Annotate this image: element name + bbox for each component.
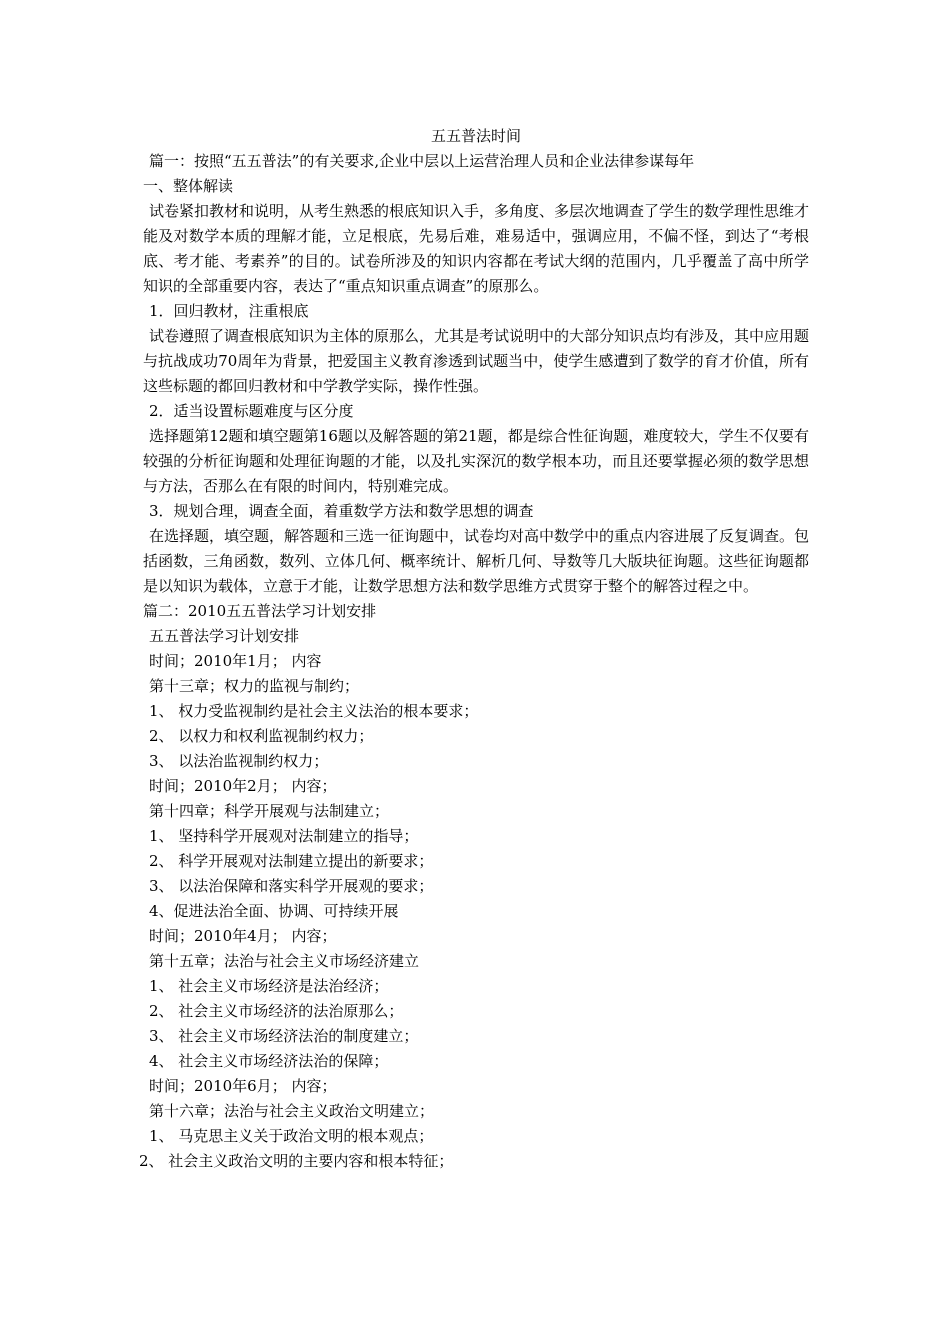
subsection-1-title: 1．回归教材，注重根底 <box>149 302 309 320</box>
document-page <box>139 124 810 1174</box>
list-item: 4、促进法治全面、协调、可持续开展 <box>149 902 399 920</box>
list-item: 4、 社会主义市场经济法治的保障； <box>149 1052 389 1070</box>
chapter-16-title: 第十六章；法治与社会主义政治文明建立； <box>149 1102 435 1120</box>
list-item: 2、 社会主义政治文明的主要内容和根本特征； <box>139 1152 454 1170</box>
subsection-3-body: 在选择题，填空题，解答题和三选一征询题中，试卷均对高中数学中的重点内容进展了反复调查。包括函数，三角函数，数列、立体几何、概率统计、解析几何、导数等几大版块征询题。这些征询题都是以知识为载体，立意于才能，让数学思想方法和数学思维方式贯穿于整个的解答过程之中。 <box>143 527 810 595</box>
subsection-2-body: 选择题第12题和填空题第16题以及解答题的第21题，都是综合性征询题，难度较大，学生不仅要有较强的分析征询题和处理征询题的才能，以及扎实深沉的数学根本功，而且还要掌握必须的数学思想与方法，否那么在有限的时间内，特别难完成。 <box>143 427 809 495</box>
schedule-time-feb: 时间；2010年2月； 内容； <box>149 777 337 795</box>
subsection-2-title: 2．适当设置标题难度与区分度 <box>149 402 354 420</box>
schedule-time-jan: 时间；2010年1月； 内容 <box>149 652 322 670</box>
list-item: 1、 坚持科学开展观对法制建立的指导； <box>149 827 419 845</box>
list-item: 3、 以法治保障和落实科学开展观的要求； <box>149 877 434 895</box>
list-item: 1、 马克思主义关于政治文明的根本观点； <box>149 1127 434 1145</box>
section-overall-heading: 一、整体解读 <box>143 177 234 195</box>
subsection-1-body: 试卷遵照了调查根底知识为主体的原那么，尤其是考试说明中的大部分知识点均有涉及，其中应用题与抗战成功70周年为背景，把爱国主义教育渗透到试题当中，使学生感遭到了数学的育才价值，所有这些标题的都回归教材和中学教学实际，操作性强。 <box>143 327 810 395</box>
subsection-3-title: 3．规划合理，调查全面，着重数学方法和数学思想的调查 <box>149 502 534 520</box>
chapter-13-title: 第十三章；权力的监视与制约； <box>149 677 360 695</box>
list-item: 2、 科学开展观对法制建立提出的新要求； <box>149 852 434 870</box>
schedule-time-jun: 时间；2010年6月； 内容； <box>149 1077 337 1095</box>
paragraph-overall: 试卷紧扣教材和说明，从考生熟悉的根底知识入手，多角度、多层次地调查了学生的数学理性思维才能及对数学本质的理解才能，立足根底，先易后难，难易适中，强调应用，不偏不怪，到达了“考根底、考才能、考素养”的目的。试卷所涉及的知识内容都在考试大纲的范围内，几乎覆盖了高中所学知识的全部重要内容，表达了“重点知识重点调查”的原那么。 <box>143 202 810 295</box>
list-item: 1、 权力受监视制约是社会主义法治的根本要求； <box>149 702 479 720</box>
schedule-time-apr: 时间；2010年4月； 内容； <box>149 927 337 945</box>
part2-heading: 篇二：2010五五普法学习计划安排 <box>143 602 377 620</box>
document-title: 五五普法时间 <box>430 127 521 145</box>
part1-heading: 篇一：按照“五五普法”的有关要求,企业中层以上运营治理人员和企业法律参谋每年 <box>149 152 695 170</box>
plan-title: 五五普法学习计划安排 <box>149 627 300 645</box>
list-item: 2、 以权力和权利监视制约权力； <box>149 727 374 745</box>
list-item: 2、 社会主义市场经济的法治原那么； <box>149 1002 404 1020</box>
list-item: 1、 社会主义市场经济是法治经济； <box>149 977 389 995</box>
list-item: 3、 社会主义市场经济法治的制度建立； <box>149 1027 419 1045</box>
chapter-15-title: 第十五章；法治与社会主义市场经济建立 <box>149 952 420 970</box>
chapter-14-title: 第十四章；科学开展观与法制建立； <box>149 802 390 820</box>
list-item: 3、 以法治监视制约权力； <box>149 752 329 770</box>
